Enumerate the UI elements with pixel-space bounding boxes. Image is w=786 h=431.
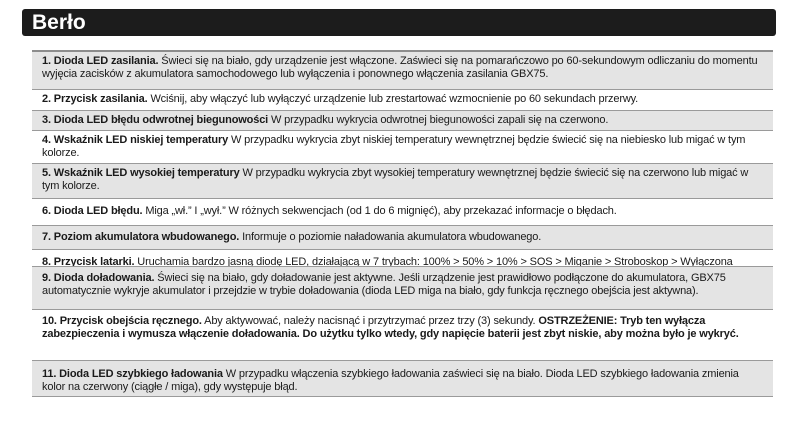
list-item: [32, 310, 773, 361]
item-lead: 6. Dioda LED błędu.: [42, 205, 143, 217]
list-item: [32, 199, 773, 226]
list-item: [32, 131, 773, 164]
list-item: [32, 164, 773, 199]
item-text: W przypadku wykrycia odwrotnej biegunowości zapali się na czerwono.: [268, 114, 609, 126]
item-text: Wciśnij, aby włączyć lub wyłączyć urządzenie lub zrestartować wzmocnienie po 60 sekundach przerwy.: [147, 93, 639, 105]
item-lead: 11. Dioda LED szybkiego ładowania: [42, 368, 223, 380]
item-lead: 10. Przycisk obejścia ręcznego.: [42, 315, 202, 327]
item-lead: 2. Przycisk zasilania.: [42, 93, 148, 105]
item-text: W przypadku włączenia szybkiego ładowania zaświeci się na biało. Dioda LED szybkiego ładowania zmienia kolor na czerwony (ciągłe / miga), gdy występuje błąd.: [42, 368, 739, 393]
item-text: Informuje o poziomie naładowania akumulatora wbudowanego.: [239, 231, 542, 243]
legend-table: [32, 50, 773, 397]
item-text: Świeci się na biało, gdy doładowanie jest aktywne. Jeśli urządzenie jest prawidłowo podłączone do akumulatora, GBX75 automatycznie wykryje akumulator i przejdzie w trybie doładowania (dioda LED miga na biało, gdy funkcja ręcznego obejścia jest aktywna).: [42, 272, 726, 297]
item-lead: 9. Dioda doładowania.: [42, 272, 155, 284]
item-lead: 7. Poziom akumulatora wbudowanego.: [42, 231, 240, 243]
warning-text: Tryb ten wyłącza zabezpieczenia i wymusza włączenie doładowania. Do użytku tylko wtedy, gdy napięcie baterii jest zbyt niskie, aby można było je wykryć.: [42, 315, 739, 340]
item-text: Aby aktywować, należy nacisnąć i przytrzymać przez trzy (3) sekundy.: [201, 315, 539, 327]
list-item: [32, 111, 773, 131]
list-item: [32, 52, 773, 90]
item-lead: 3. Dioda LED błędu odwrotnej biegunowości: [42, 114, 269, 126]
item-text: Miga „wł.” I „wył.” W różnych sekwencjach (od 1 do 6 mignięć), aby przekazać informacje o błędach.: [142, 205, 617, 217]
item-lead: 1. Dioda LED zasilania.: [42, 55, 159, 67]
section-title: Berło: [22, 9, 776, 36]
item-lead: 8. Przycisk latarki.: [42, 256, 135, 267]
list-item: [32, 226, 773, 250]
list-item: [32, 267, 773, 310]
item-text: W przypadku wykrycia zbyt wysokiej temperatury wewnętrznej będzie świecić się na czerwono lub migać w tym kolorze.: [42, 167, 749, 192]
list-item: [32, 361, 773, 397]
list-item: [32, 90, 773, 111]
item-text: Świeci się na biało, gdy urządzenie jest włączone. Zaświeci się na pomarańczowo po 60-sekundowym odliczaniu do momentu wyjęcia zacisków z akumulatora samochodowego lub wyłączenia i ponownego włączenia zasilania GBX75.: [42, 55, 758, 80]
item-lead: 5. Wskaźnik LED wysokiej temperatury: [42, 167, 240, 179]
warning-label: OSTRZEŻENIE:: [538, 315, 618, 327]
item-text: Uruchamia bardzo jasną diodę LED, działającą w 7 trybach: 100% > 50% > 10% > SOS > Miganie > Stroboskop > Wyłączona: [134, 256, 733, 267]
item-text: W przypadku wykrycia zbyt niskiej temperatury wewnętrznej będzie świecić się na niebiesko lub migać w tym kolorze.: [42, 134, 746, 159]
list-item: [32, 250, 773, 267]
item-lead: 4. Wskaźnik LED niskiej temperatury: [42, 134, 229, 146]
